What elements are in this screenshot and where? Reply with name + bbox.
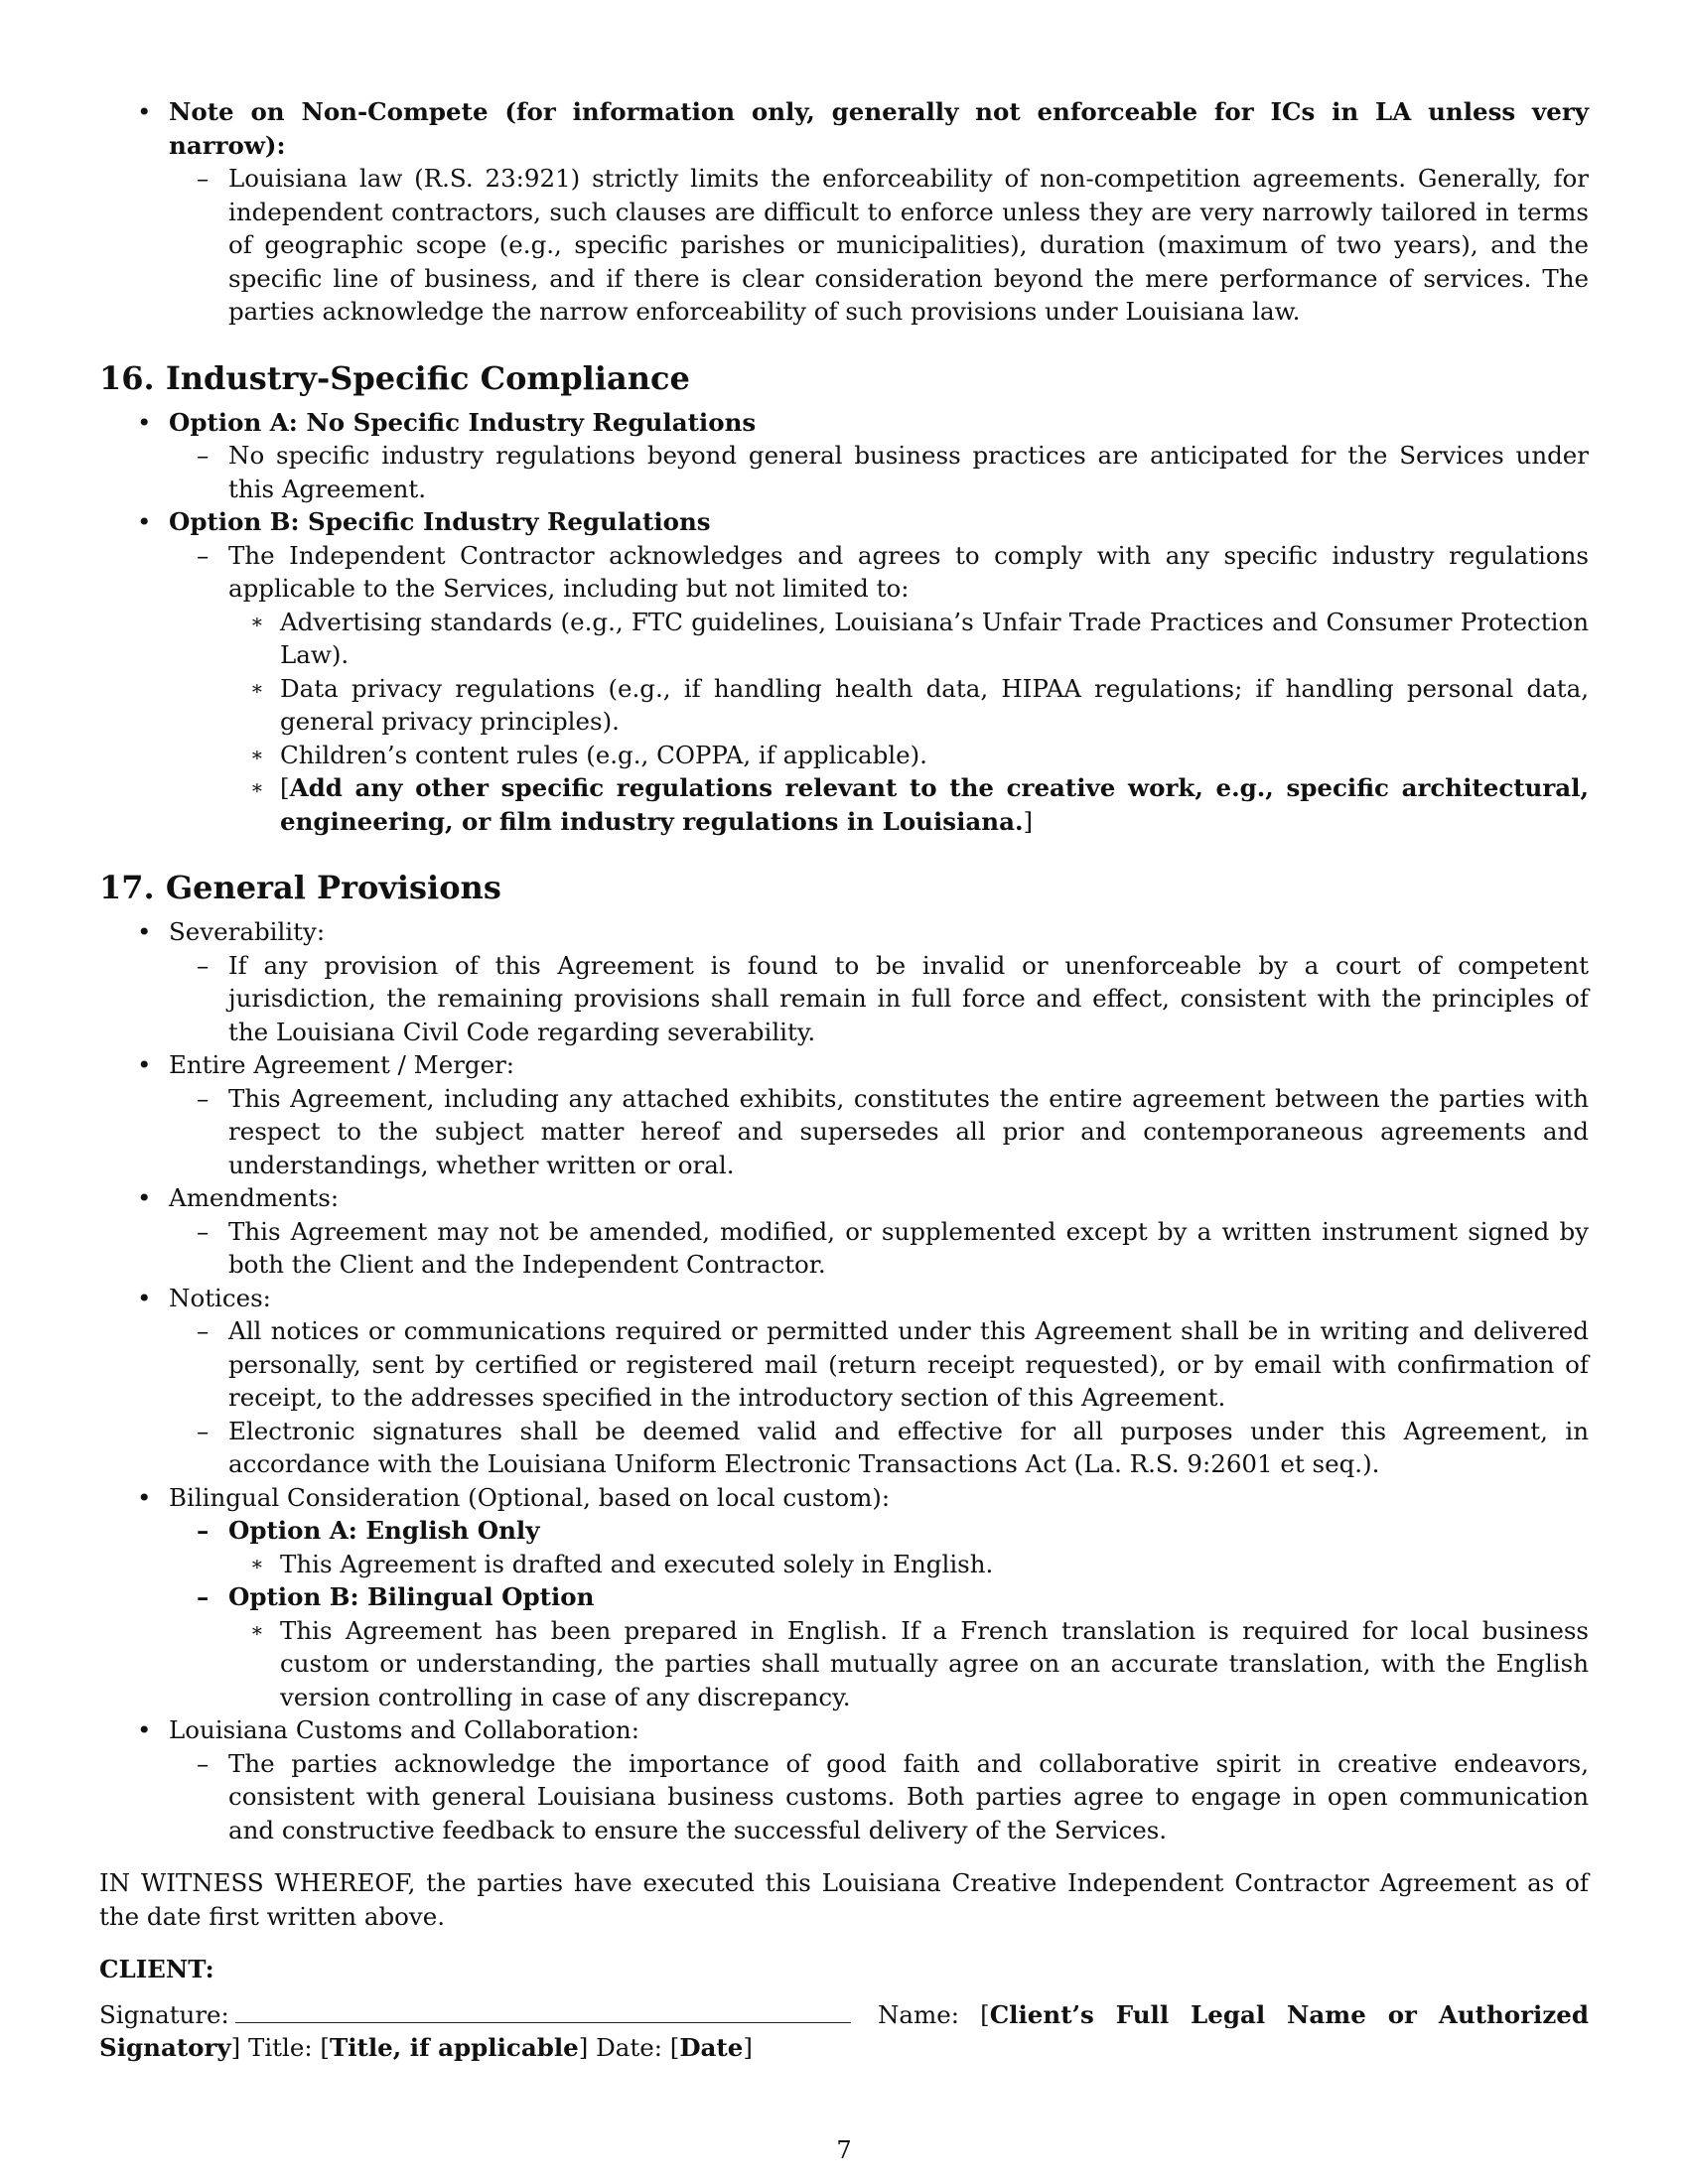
list-item: [99, 1481, 1589, 1515]
dash-icon: –: [197, 540, 210, 570]
dash-icon: –: [197, 1748, 210, 1778]
list-item: [99, 1580, 1589, 1614]
list-item: [99, 1747, 1589, 1847]
client-heading: CLIENT:: [99, 1955, 214, 1983]
entire-agreement-text: This Agreement, including any attached exhibits, constitutes the entire agreement between the parties with respect to the subject matter hereof and supersedes all prior and contemporaneous agreements and understandings, whether written or oral.: [228, 1083, 1589, 1179]
bullet-icon: •: [137, 507, 152, 536]
page-number: 7: [836, 2136, 852, 2164]
document-page: [99, 95, 1589, 2065]
noncompete-heading: Note on Non-Compete (for information only, generally not enforceable for ICs in LA unless very narrow):: [169, 97, 1589, 160]
section-17-title: 17. General Provisions: [99, 869, 501, 906]
list-item: ∗ [Add any other specific regulations relevant to the creative work, e.g., specific architectural, engineering, or film industry regulations in Louisiana.]: [250, 773, 1589, 836]
list-item: [99, 1181, 1589, 1215]
amendments-text: This Agreement may not be amended, modified, or supplemented except by a written instrument signed by both the Client and the Independent Contractor.: [228, 1216, 1589, 1279]
client-name-placeholder: Client’s Full Legal Name or Authorized Signatory: [99, 1999, 1589, 2062]
noncompete-text: Louisiana law (R.S. 23:921) strictly limits the enforceability of non-competition agreements. Generally, for independent contractors, such clauses are difficult to enforce unless they are very narrowly tailored in terms of geographic scope (e.g., specific parishes or municipalities), duration (maximum of two years), and the specific line of business, and if there is clear consideration beyond the mere performance of services. The parties acknowledge the narrow enforceability of such provisions under Louisiana law.: [228, 164, 1589, 326]
list-item: [99, 949, 1589, 1049]
amendments-label: Amendments:: [169, 1183, 340, 1212]
bilingual-option-b-label: Option B: Bilingual Option: [228, 1582, 595, 1611]
asterisk-icon: ∗: [250, 775, 264, 799]
option-a-text: No specific industry regulations beyond general business practices are anticipated for the Services under this Agreement.: [228, 441, 1589, 503]
list-item: [99, 1713, 1589, 1747]
bullet-icon: •: [137, 917, 152, 946]
bilingual-option-b-text: This Agreement has been prepared in English. If a French translation is required for local business custom or understanding, the parties shall mutually agree on an accurate translation, with the English version controlling in case of any discrepancy.: [280, 1615, 1589, 1711]
bullet-icon: •: [137, 1050, 152, 1079]
name-label: Name:: [877, 1999, 959, 2029]
list-item: [99, 539, 1589, 606]
dash-icon: –: [197, 1582, 210, 1611]
list-item: [99, 739, 1589, 772]
list-item: [99, 1282, 1589, 1315]
dash-icon: –: [197, 1216, 210, 1246]
section-16-title: 16. Industry-Specific Compliance: [99, 358, 690, 397]
list-item: [99, 1548, 1589, 1581]
notices-label: Notices:: [169, 1283, 271, 1312]
date-label: Date:: [596, 2033, 662, 2062]
severability-text: If any provision of this Agreement is found to be invalid or unenforceable by a court of competent jurisdiction, the remaining provisions shall remain in full force and effect, consistent with the principles of the Louisiana Civil Code regarding severability.: [228, 950, 1589, 1046]
list-item: [99, 672, 1589, 739]
dash-icon: –: [197, 1416, 210, 1445]
witness-paragraph: IN WITNESS WHEREOF, the parties have executed this Louisiana Creative Independent Contractor Agreement as of the date first written above.: [99, 1868, 1589, 1931]
list-item: [99, 1082, 1589, 1182]
severability-label: Severability:: [169, 917, 326, 946]
regulation-item: Advertising standards (e.g., FTC guidelines, Louisiana’s Unfair Trade Practices and Consumer Protection Law).: [280, 607, 1589, 669]
option-a-label: Option A: No Specific Industry Regulations: [169, 407, 757, 437]
list-item: [99, 439, 1589, 505]
dash-icon: –: [197, 164, 210, 193]
bilingual-label: Bilingual Consideration (Optional, based on local custom):: [169, 1482, 891, 1512]
dash-icon: –: [197, 441, 210, 470]
dash-icon: –: [197, 950, 210, 980]
bullet-icon: •: [137, 1283, 152, 1312]
signature-line[interactable]: [235, 2002, 851, 2023]
bullet-icon: •: [137, 1183, 152, 1212]
option-b-label: Option B: Specific Industry Regulations: [169, 507, 711, 536]
list-item: [99, 95, 1589, 162]
list-item: [99, 1048, 1589, 1082]
signature-label: Signature:: [99, 1999, 229, 2029]
client-date-placeholder: Date: [679, 2033, 744, 2062]
client-signature-block: Signature: Name: [Client’s Full Legal Name or Authorized Signatory] Title: [Title, if applicable] Date: [Date]: [99, 1999, 1589, 2062]
list-item: [99, 1215, 1589, 1282]
regulation-item: Children’s content rules (e.g., COPPA, if applicable).: [280, 740, 927, 769]
title-label: Title:: [247, 2033, 313, 2062]
list-item: [99, 915, 1589, 949]
customs-text: The parties acknowledge the importance of good faith and collaborative spirit in creative endeavors, consistent with general Louisiana business customs. Both parties agree to engage in open communication and constructive feedback to ensure the successful delivery of the Services.: [228, 1748, 1589, 1844]
option-b-text: The Independent Contractor acknowledges and agrees to comply with any specific industry regulations applicable to the Services, including but not limited to:: [228, 540, 1589, 603]
bilingual-option-a-text: This Agreement is drafted and executed solely in English.: [280, 1549, 994, 1578]
list-item: [99, 162, 1589, 329]
dash-icon: –: [197, 1083, 210, 1113]
bullet-icon: •: [137, 1715, 152, 1744]
bullet-icon: •: [137, 97, 152, 126]
asterisk-icon: ∗: [250, 675, 264, 700]
customs-label: Louisiana Customs and Collaboration:: [169, 1715, 639, 1744]
asterisk-icon: ∗: [250, 609, 264, 633]
list-item: [99, 1614, 1589, 1714]
dash-icon: –: [197, 1316, 210, 1345]
bullet-icon: •: [137, 407, 152, 437]
dash-icon: –: [197, 1516, 210, 1545]
list-item: [99, 406, 1589, 440]
list-item: [99, 1415, 1589, 1481]
regulation-placeholder: Add any other specific regulations relevant to the creative work, e.g., specific architectural, engineering, or film industry regulations in Louisiana.: [280, 773, 1589, 836]
asterisk-icon: ∗: [250, 1617, 264, 1642]
bilingual-option-a-label: Option A: English Only: [228, 1516, 540, 1545]
notices-text: All notices or communications required or permitted under this Agreement shall be in writing and delivered personally, sent by certified or registered mail (return receipt requested), or by email with confirmation of receipt, to the addresses specified in the introductory section of this Agreement.: [228, 1316, 1589, 1412]
list-item: [99, 1514, 1589, 1548]
client-title-placeholder: Title, if applicable: [329, 2033, 579, 2062]
asterisk-icon: ∗: [250, 742, 264, 766]
list-item: [99, 505, 1589, 539]
asterisk-icon: ∗: [250, 1551, 264, 1575]
esignature-text: Electronic signatures shall be deemed valid and effective for all purposes under this Agreement, in accordance with the Louisiana Uniform Electronic Transactions Act (La. R.S. 9:2601 et seq.).: [228, 1416, 1589, 1478]
list-item: [99, 606, 1589, 672]
entire-agreement-label: Entire Agreement / Merger:: [169, 1050, 515, 1079]
list-item: [99, 1314, 1589, 1415]
regulation-item: Data privacy regulations (e.g., if handling health data, HIPAA regulations; if handling personal data, general privacy principles).: [280, 673, 1589, 736]
bullet-icon: •: [137, 1482, 152, 1512]
